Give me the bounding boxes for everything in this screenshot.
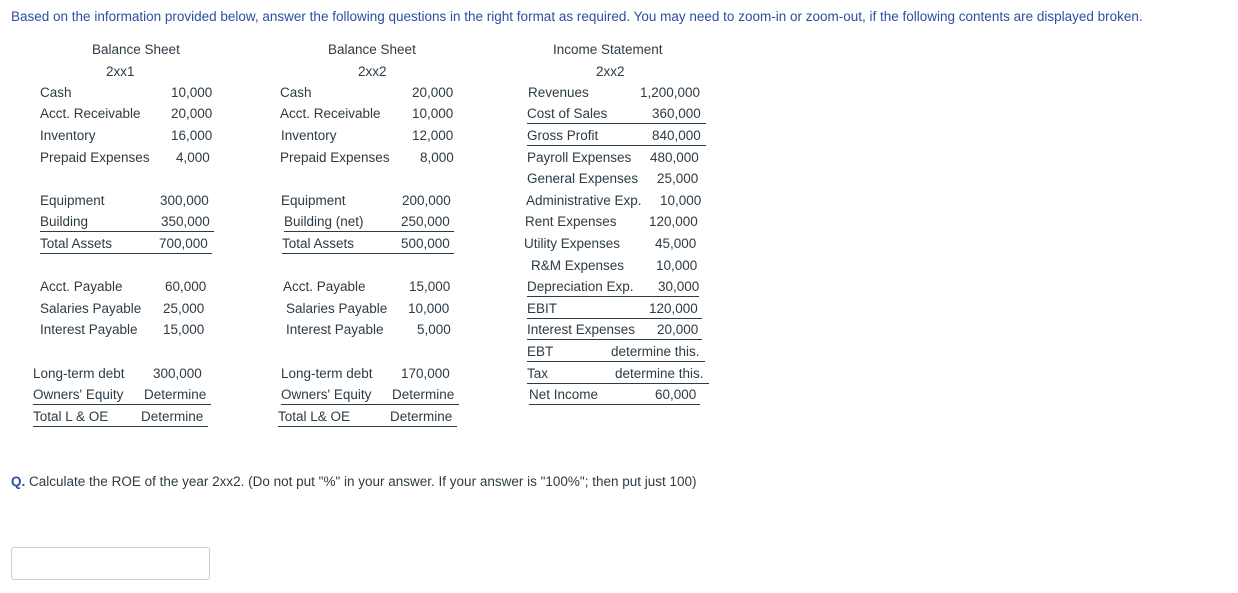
bs1-building-value: 350,000 [161, 214, 210, 229]
is-ebt-row [527, 344, 705, 362]
bs2-ap-label: Acct. Payable [283, 279, 366, 294]
is-general-value: 25,000 [657, 171, 699, 186]
is-payroll-value: 480,000 [650, 150, 699, 165]
is-interest-label: Interest Expenses [527, 322, 636, 337]
is-gross-profit-value: 840,000 [652, 128, 701, 143]
bs1-total-loe-row [33, 409, 208, 427]
bs1-inventory-label: Inventory [40, 128, 96, 143]
bs2-total-loe-value: Determine [390, 409, 453, 424]
bs2-inventory-value: 12,000 [412, 128, 454, 143]
bs2-inventory-label: Inventory [281, 128, 337, 143]
bs1-owners-equity-label: Owners' Equity [33, 387, 124, 402]
bs1-building-row [40, 214, 214, 232]
bs1-owners-equity-value: Determine [144, 387, 207, 402]
bs1-prepaid-label: Prepaid Expenses [40, 150, 150, 165]
bs2-year: 2xx2 [358, 64, 387, 79]
is-interest-value: 20,000 [657, 322, 699, 337]
bs2-ar-label: Acct. Receivable [280, 106, 381, 121]
bs2-total-assets-row [282, 236, 454, 254]
bs2-ar-value: 10,000 [412, 106, 454, 121]
bs2-building-row [284, 214, 454, 232]
bs1-cash-label: Cash [40, 85, 72, 100]
bs2-cash-label: Cash [280, 85, 312, 100]
is-ebit-label: EBIT [527, 301, 558, 316]
question-text [11, 474, 697, 490]
question-label: Q. [11, 474, 26, 489]
bs2-owners-equity-label: Owners' Equity [281, 387, 372, 402]
bs2-total-loe-row [278, 409, 457, 427]
bs2-equipment-value: 200,000 [402, 193, 451, 208]
is-rm-value: 10,000 [656, 258, 698, 273]
is-payroll-label: Payroll Expenses [527, 150, 632, 165]
is-general-label: General Expenses [527, 171, 639, 186]
instructions-text: Based on the information provided below, answer the following questions in the right format as required. You may need to zoom-in or zoom-out, if the following contents are displayed broken. [11, 9, 1143, 24]
bs1-total-assets-label: Total Assets [40, 236, 113, 251]
is-ebt-value: determine this. [611, 344, 700, 359]
is-net-income-label: Net Income [529, 387, 599, 402]
bs2-prepaid-label: Prepaid Expenses [280, 150, 390, 165]
bs2-ltd-label: Long-term debt [281, 366, 373, 381]
question-body: Calculate the ROE of the year 2xx2. (Do not put "%" in your answer. If your answer is "100%"; then put just 100) [25, 474, 697, 489]
bs2-owners-equity-value: Determine [392, 387, 455, 402]
answer-input[interactable] [11, 547, 210, 580]
is-year: 2xx2 [596, 64, 625, 79]
is-title: Income Statement [553, 42, 663, 57]
is-depreciation-value: 30,000 [658, 279, 700, 294]
bs1-building-label: Building [40, 214, 89, 229]
bs1-total-loe-value: Determine [141, 409, 204, 424]
is-depreciation-row [527, 279, 699, 297]
bs2-title: Balance Sheet [328, 42, 416, 57]
is-utility-label: Utility Expenses [524, 236, 621, 251]
is-interest-row [527, 322, 702, 340]
bs1-ap-label: Acct. Payable [40, 279, 123, 294]
is-cos-value: 360,000 [652, 106, 701, 121]
bs2-total-assets-label: Total Assets [282, 236, 355, 251]
is-admin-value: 10,000 [660, 193, 702, 208]
is-depreciation-label: Depreciation Exp. [527, 279, 634, 294]
bs2-cash-value: 20,000 [412, 85, 454, 100]
bs2-ltd-value: 170,000 [401, 366, 450, 381]
bs1-total-assets-value: 700,000 [159, 236, 208, 251]
is-tax-value: determine this. [615, 366, 704, 381]
is-ebit-value: 120,000 [649, 301, 698, 316]
is-revenues-label: Revenues [528, 85, 589, 100]
bs1-ltd-label: Long-term debt [33, 366, 125, 381]
is-revenues-value: 1,200,000 [640, 85, 701, 100]
bs2-equipment-label: Equipment [281, 193, 346, 208]
is-tax-label: Tax [527, 366, 549, 381]
bs1-equipment-value: 300,000 [160, 193, 209, 208]
is-rent-label: Rent Expenses [525, 214, 617, 229]
bs2-building-label: Building (net) [284, 214, 364, 229]
is-rm-label: R&M Expenses [531, 258, 625, 273]
bs2-prepaid-value: 8,000 [420, 150, 454, 165]
bs2-sp-value: 10,000 [408, 301, 450, 316]
bs1-ar-value: 20,000 [171, 106, 213, 121]
bs1-sp-label: Salaries Payable [40, 301, 142, 316]
is-net-income-value: 60,000 [655, 387, 697, 402]
bs1-title: Balance Sheet [92, 42, 180, 57]
bs1-ip-label: Interest Payable [40, 322, 138, 337]
bs2-total-assets-value: 500,000 [401, 236, 450, 251]
is-gross-profit-label: Gross Profit [527, 128, 599, 143]
bs2-ip-label: Interest Payable [286, 322, 384, 337]
bs1-total-assets-row [40, 236, 212, 254]
is-utility-value: 45,000 [655, 236, 697, 251]
bs1-year: 2xx1 [106, 64, 135, 79]
bs2-sp-label: Salaries Payable [286, 301, 388, 316]
bs1-inventory-value: 16,000 [171, 128, 213, 143]
bs1-prepaid-value: 4,000 [176, 150, 210, 165]
bs1-ltd-value: 300,000 [153, 366, 202, 381]
bs2-ap-value: 15,000 [409, 279, 451, 294]
bs2-building-value: 250,000 [401, 214, 450, 229]
bs1-sp-value: 25,000 [163, 301, 205, 316]
bs2-ip-value: 5,000 [417, 322, 451, 337]
bs1-ip-value: 15,000 [163, 322, 205, 337]
bs2-owners-equity-row [281, 387, 459, 405]
is-cos-label: Cost of Sales [527, 106, 608, 121]
is-ebt-label: EBT [527, 344, 554, 359]
is-rent-value: 120,000 [649, 214, 698, 229]
bs1-ap-value: 60,000 [165, 279, 207, 294]
bs1-cash-value: 10,000 [171, 85, 213, 100]
is-admin-label: Administrative Exp. [526, 193, 642, 208]
bs2-total-loe-label: Total L& OE [278, 409, 351, 424]
bs1-equipment-label: Equipment [40, 193, 105, 208]
bs1-ar-label: Acct. Receivable [40, 106, 141, 121]
is-cos-row [527, 106, 706, 124]
is-net-income-row [529, 387, 700, 405]
is-tax-row [527, 366, 709, 384]
is-gross-profit-row [527, 128, 706, 146]
bs1-owners-equity-row [33, 387, 211, 405]
is-ebit-row [527, 301, 702, 319]
bs1-total-loe-label: Total L & OE [33, 409, 109, 424]
